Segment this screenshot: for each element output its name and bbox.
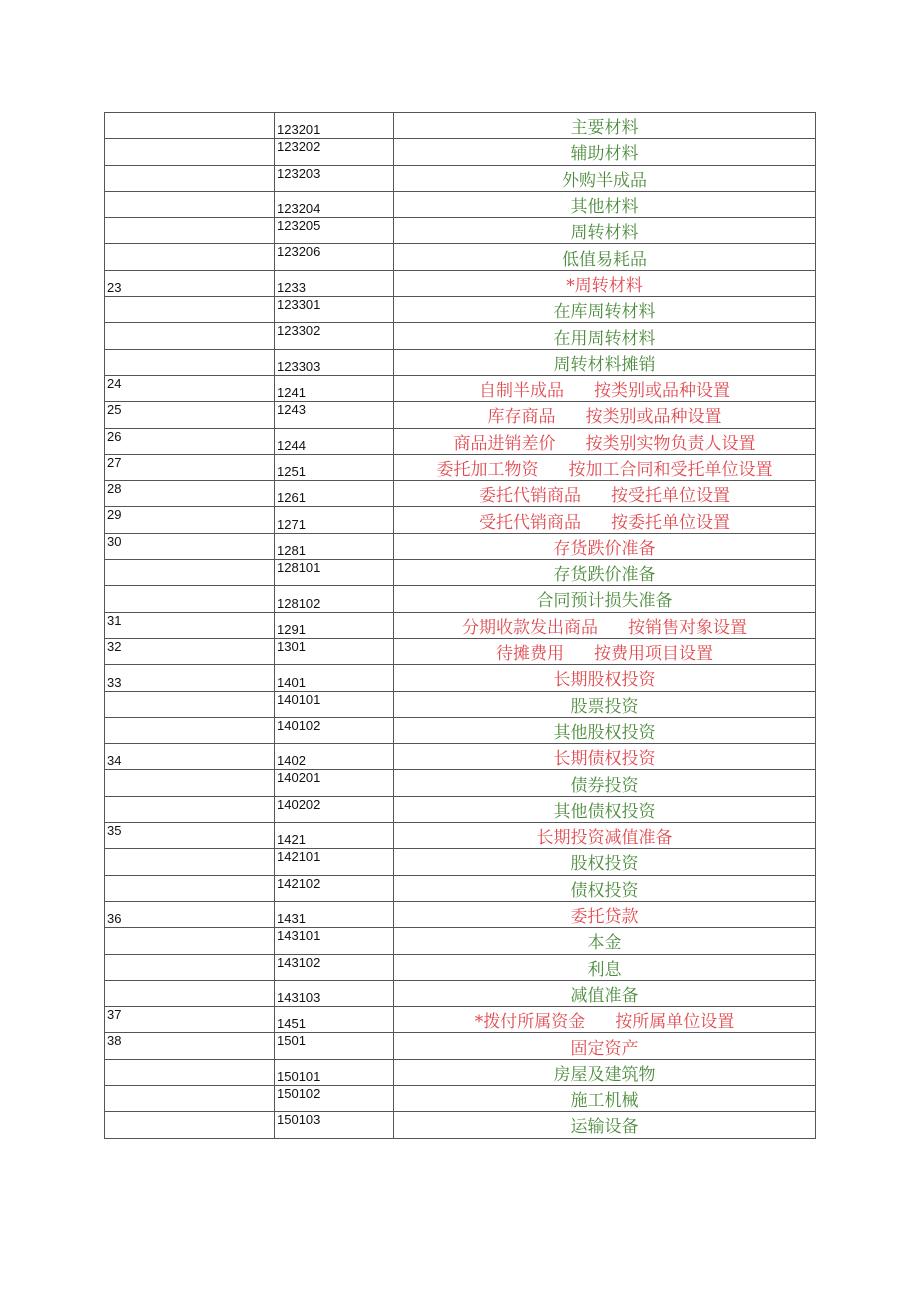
account-name: 商品进销差价 — [453, 433, 556, 454]
account-name: 固定资产 — [570, 1038, 639, 1059]
account-code-cell: 123303 — [275, 349, 394, 375]
row-number-cell — [105, 323, 275, 349]
account-name-cell — [394, 901, 816, 927]
account-name-cell — [394, 928, 816, 954]
account-name-cell — [394, 717, 816, 743]
account-name-cell — [394, 165, 816, 191]
accounts-table-container — [104, 112, 815, 1139]
account-name: 债券投资 — [570, 775, 639, 796]
account-code-cell: 1251 — [275, 454, 394, 480]
account-setup-note: 按类别实物负责人设置 — [585, 433, 756, 454]
row-number-cell: 33 — [105, 665, 275, 691]
account-setup-note: 按销售对象设置 — [628, 617, 747, 638]
account-setup-note: 按加工合同和受托单位设置 — [568, 460, 773, 480]
account-code-cell: 1501 — [275, 1033, 394, 1059]
account-name-cell — [394, 1112, 816, 1138]
account-setup-note: 按受托单位设置 — [611, 486, 730, 507]
row-number-cell — [105, 349, 275, 375]
account-name: 存货跌价准备 — [553, 538, 656, 559]
account-code-cell: 128102 — [275, 586, 394, 612]
account-code-cell: 1233 — [275, 270, 394, 296]
account-name: 其他债权投资 — [553, 801, 656, 822]
account-name: 长期投资减值准备 — [536, 828, 673, 849]
table-row — [105, 454, 816, 480]
table-row — [105, 954, 816, 980]
account-name-cell — [394, 454, 816, 480]
account-name-cell — [394, 980, 816, 1006]
table-row — [105, 1085, 816, 1111]
row-number-cell — [105, 770, 275, 796]
account-name: 房屋及建筑物 — [553, 1064, 656, 1085]
account-name: 其他股权投资 — [553, 722, 656, 743]
account-name: 库存商品 — [487, 407, 556, 428]
account-name: 长期股权投资 — [553, 670, 656, 691]
account-code-cell: 143103 — [275, 980, 394, 1006]
account-name-cell — [394, 375, 816, 401]
row-number-cell — [105, 297, 275, 323]
account-code-cell: 123206 — [275, 244, 394, 270]
account-code-cell: 140201 — [275, 770, 394, 796]
account-name-cell — [394, 744, 816, 770]
table-row — [105, 875, 816, 901]
account-code-cell: 140101 — [275, 691, 394, 717]
account-name: 长期债权投资 — [553, 749, 656, 770]
table-row — [105, 717, 816, 743]
table-body — [105, 113, 816, 1139]
account-code-cell: 150101 — [275, 1059, 394, 1085]
account-code-cell: 123204 — [275, 191, 394, 217]
row-number-cell — [105, 139, 275, 165]
account-code-cell: 150102 — [275, 1085, 394, 1111]
account-name-cell — [394, 244, 816, 270]
table-row — [105, 1112, 816, 1138]
account-name-cell — [394, 507, 816, 533]
account-name-cell — [394, 586, 816, 612]
account-name: 委托贷款 — [570, 907, 639, 928]
account-setup-note: 按委托单位设置 — [611, 512, 730, 533]
row-number-cell: 26 — [105, 428, 275, 454]
account-code-cell: 1271 — [275, 507, 394, 533]
table-row — [105, 244, 816, 270]
account-setup-note: 按类别或品种设置 — [594, 381, 730, 402]
account-name-cell — [394, 665, 816, 691]
account-name: 自制半成品 — [479, 381, 564, 402]
table-row — [105, 165, 816, 191]
table-row — [105, 481, 816, 507]
row-number-cell — [105, 980, 275, 1006]
account-code-cell: 1451 — [275, 1007, 394, 1033]
table-row — [105, 796, 816, 822]
account-name: 在库周转材料 — [553, 302, 656, 323]
account-name: 存货跌价准备 — [553, 565, 656, 586]
table-row — [105, 612, 816, 638]
table-row — [105, 139, 816, 165]
account-name-cell — [394, 139, 816, 165]
table-row — [105, 665, 816, 691]
account-name-cell — [394, 612, 816, 638]
account-code-cell: 1401 — [275, 665, 394, 691]
account-code-cell: 123301 — [275, 297, 394, 323]
table-row — [105, 901, 816, 927]
table-row — [105, 507, 816, 533]
account-name: 运输设备 — [570, 1117, 639, 1138]
account-name-cell — [394, 1007, 816, 1033]
account-name: 主要材料 — [570, 118, 639, 139]
table-row — [105, 928, 816, 954]
account-name-cell — [394, 849, 816, 875]
table-row — [105, 586, 816, 612]
account-name-cell — [394, 428, 816, 454]
table-row — [105, 1033, 816, 1059]
account-name: 委托加工物资 — [436, 460, 539, 480]
account-code-cell: 128101 — [275, 560, 394, 586]
row-number-cell — [105, 165, 275, 191]
account-name: 本金 — [587, 933, 622, 954]
account-code-cell: 150103 — [275, 1112, 394, 1138]
account-name-cell — [394, 770, 816, 796]
account-code-cell: 1243 — [275, 402, 394, 428]
account-code-cell: 1244 — [275, 428, 394, 454]
account-code-cell: 1301 — [275, 638, 394, 664]
account-code-cell: 143102 — [275, 954, 394, 980]
account-name: 合同预计损失准备 — [536, 591, 673, 612]
account-code-cell: 140202 — [275, 796, 394, 822]
row-number-cell — [105, 954, 275, 980]
account-code-cell: 1291 — [275, 612, 394, 638]
account-name: 股权投资 — [570, 854, 639, 875]
account-name-cell — [394, 796, 816, 822]
account-name: 债权投资 — [570, 880, 639, 901]
row-number-cell: 32 — [105, 638, 275, 664]
table-row — [105, 113, 816, 139]
account-code-cell: 123205 — [275, 218, 394, 244]
table-row — [105, 744, 816, 770]
row-number-cell — [105, 1085, 275, 1111]
table-row — [105, 823, 816, 849]
account-name-cell — [394, 191, 816, 217]
account-name-cell — [394, 533, 816, 559]
account-name-cell — [394, 349, 816, 375]
account-name: 周转材料摊销 — [553, 354, 656, 375]
row-number-cell: 25 — [105, 402, 275, 428]
account-name-cell — [394, 1033, 816, 1059]
account-name-cell — [394, 270, 816, 296]
row-number-cell: 23 — [105, 270, 275, 296]
row-number-cell — [105, 875, 275, 901]
row-number-cell: 35 — [105, 823, 275, 849]
row-number-cell: 36 — [105, 901, 275, 927]
account-code-cell: 1261 — [275, 481, 394, 507]
table-row — [105, 533, 816, 559]
row-number-cell: 28 — [105, 481, 275, 507]
table-row — [105, 375, 816, 401]
account-name-cell — [394, 218, 816, 244]
row-number-cell: 27 — [105, 454, 275, 480]
row-number-cell: 34 — [105, 744, 275, 770]
table-row — [105, 270, 816, 296]
table-row — [105, 218, 816, 244]
account-name-cell — [394, 113, 816, 139]
table-row — [105, 191, 816, 217]
row-number-cell — [105, 691, 275, 717]
account-name: 委托代销商品 — [479, 486, 581, 507]
table-row — [105, 402, 816, 428]
account-code-cell: 123202 — [275, 139, 394, 165]
account-code-cell: 142102 — [275, 875, 394, 901]
table-row — [105, 770, 816, 796]
account-code-cell: 1431 — [275, 901, 394, 927]
account-name-cell — [394, 638, 816, 664]
account-name-cell — [394, 875, 816, 901]
table-row — [105, 349, 816, 375]
account-code-cell: 140102 — [275, 717, 394, 743]
row-number-cell — [105, 796, 275, 822]
row-number-cell — [105, 244, 275, 270]
account-name-cell — [394, 402, 816, 428]
account-name-cell — [394, 481, 816, 507]
account-name: 周转材料 — [570, 223, 639, 244]
account-code-cell: 123302 — [275, 323, 394, 349]
account-code-cell: 1402 — [275, 744, 394, 770]
account-name-cell — [394, 1059, 816, 1085]
table-row — [105, 638, 816, 664]
table-row — [105, 1007, 816, 1033]
table-row — [105, 849, 816, 875]
row-number-cell — [105, 1059, 275, 1085]
row-number-cell: 30 — [105, 533, 275, 559]
account-name-cell — [394, 954, 816, 980]
table-row — [105, 560, 816, 586]
account-name: 股票投资 — [570, 696, 639, 717]
row-number-cell: 29 — [105, 507, 275, 533]
account-name: 其他材料 — [570, 197, 639, 218]
table-row — [105, 297, 816, 323]
accounts-table — [104, 112, 816, 1139]
account-code-cell: 123201 — [275, 113, 394, 139]
account-code-cell: 142101 — [275, 849, 394, 875]
account-code-cell: 1421 — [275, 823, 394, 849]
account-name: 外购半成品 — [562, 170, 647, 191]
table-row — [105, 1059, 816, 1085]
table-row — [105, 323, 816, 349]
account-name: 利息 — [587, 959, 622, 980]
account-setup-note: 按费用项目设置 — [594, 644, 713, 665]
row-number-cell: 31 — [105, 612, 275, 638]
account-name-cell — [394, 560, 816, 586]
account-name: *拨付所属资金 — [474, 1012, 586, 1033]
account-name: 受托代销商品 — [479, 512, 581, 533]
account-name: 分期收款发出商品 — [462, 617, 598, 638]
account-code-cell: 123203 — [275, 165, 394, 191]
account-name: 施工机械 — [570, 1091, 639, 1112]
account-name-cell — [394, 691, 816, 717]
table-row — [105, 980, 816, 1006]
account-name: 辅助材料 — [570, 144, 639, 165]
row-number-cell — [105, 717, 275, 743]
account-name-cell — [394, 823, 816, 849]
row-number-cell: 24 — [105, 375, 275, 401]
account-name-cell — [394, 1085, 816, 1111]
row-number-cell — [105, 1112, 275, 1138]
account-name: *周转材料 — [566, 275, 643, 296]
account-code-cell: 1281 — [275, 533, 394, 559]
row-number-cell — [105, 560, 275, 586]
row-number-cell — [105, 586, 275, 612]
account-name: 在用周转材料 — [553, 328, 656, 349]
account-name: 待摊费用 — [496, 644, 564, 665]
row-number-cell — [105, 191, 275, 217]
account-setup-note: 按类别或品种设置 — [585, 407, 722, 428]
account-name-cell — [394, 297, 816, 323]
account-code-cell: 143101 — [275, 928, 394, 954]
account-name-cell — [394, 323, 816, 349]
row-number-cell — [105, 928, 275, 954]
table-row — [105, 691, 816, 717]
row-number-cell — [105, 218, 275, 244]
account-name: 低值易耗品 — [562, 249, 647, 270]
account-setup-note: 按所属单位设置 — [615, 1012, 735, 1033]
row-number-cell — [105, 849, 275, 875]
row-number-cell: 38 — [105, 1033, 275, 1059]
account-name: 减值准备 — [570, 985, 639, 1006]
account-code-cell: 1241 — [275, 375, 394, 401]
table-row — [105, 428, 816, 454]
row-number-cell — [105, 113, 275, 139]
row-number-cell: 37 — [105, 1007, 275, 1033]
